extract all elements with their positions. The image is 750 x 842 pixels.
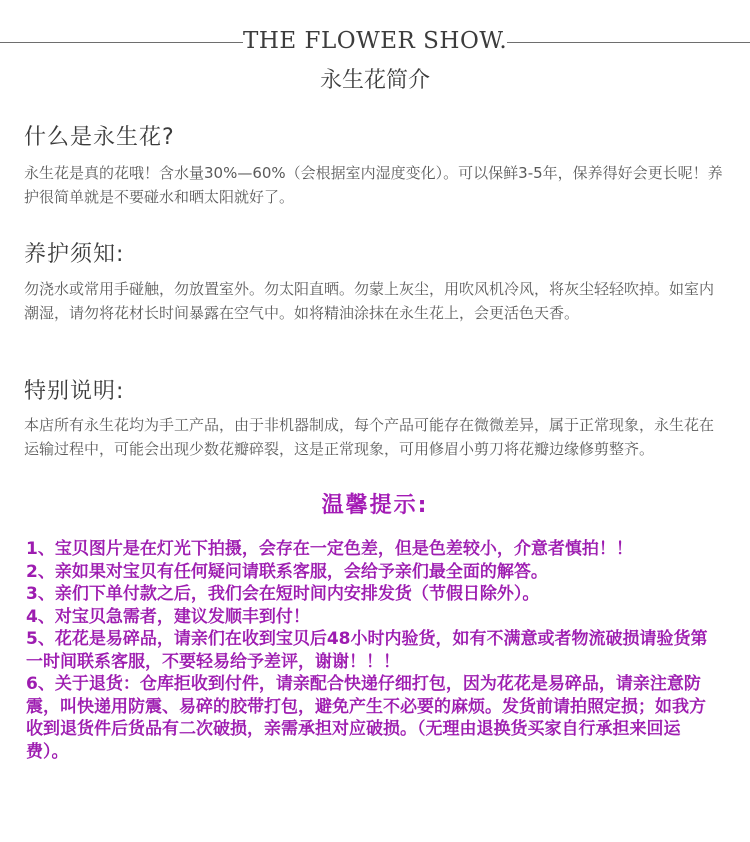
header-divider-left <box>0 42 243 43</box>
section-heading-what-is: 什么是永生花? <box>24 125 175 150</box>
page-title: THE FLOWER SHOW. <box>243 28 508 54</box>
section-heading-care: 养护须知: <box>24 242 125 267</box>
notice-item-5: 5、花花是易碎品，请亲们在收到宝贝后48小时内验货，如有不满意或者物流破损请验货第一时间联系客服，不要轻易给予差评，谢谢！！！ <box>26 629 708 672</box>
notice-list <box>26 538 716 763</box>
section-body-care: 勿浇水或常用手碰触，勿放置室外。勿太阳直晒。勿蒙上灰尘，用吹风机冷风，将灰尘轻轻吹掉。如室内潮湿，请勿将花材长时间暴露在空气中。如将精油涂抹在永生花上，会更活色天香。 <box>24 280 715 322</box>
notice-item-3: 3、亲们下单付款之后，我们会在短时间内安排发货（节假日除外）。 <box>26 584 540 604</box>
section-heading-special-note: 特别说明: <box>24 379 125 404</box>
notice-item-1: 1、宝贝图片是在灯光下拍摄，会存在一定色差，但是色差较小，介意者慎拍！！ <box>26 539 633 559</box>
header-divider-right <box>507 42 750 43</box>
section-body-what-is: 永生花是真的花哦！含水量30%—60%（会根据室内湿度变化）。可以保鲜3-5年，保养得好会更长呢！养护很简单就是不要碰水和晒太阳就好了。 <box>24 164 723 206</box>
notice-item-4: 4、对宝贝急需者，建议发顺丰到付！ <box>26 606 310 627</box>
page-subtitle: 永生花简介 <box>319 68 430 93</box>
notice-title: 温馨提示: <box>321 493 429 518</box>
notice-item-6: 6、关于退货：仓库拒收到付件，请亲配合快递仔细打包，因为花花是易碎品，请亲注意防震，叫快递用防震、易碎的胶带打包，避免产生不必要的麻烦。发货前请拍照定损；如我方收到退货件后货品有二次破损，亲需承担对应破损。（无理由退换货买家自行承担来回运费）。 <box>26 674 706 762</box>
section-body-special-note: 本店所有永生花均为手工产品，由于非机器制成，每个产品可能存在微微差异，属于正常现象，永生花在运输过程中，可能会出现少数花瓣碎裂，这是正常现象，可用修眉小剪刀将花瓣边缘修剪整齐。 <box>24 416 715 458</box>
notice-item-2: 2、亲如果对宝贝有任何疑问请联系客服，会给予亲们最全面的解答。 <box>26 561 548 582</box>
